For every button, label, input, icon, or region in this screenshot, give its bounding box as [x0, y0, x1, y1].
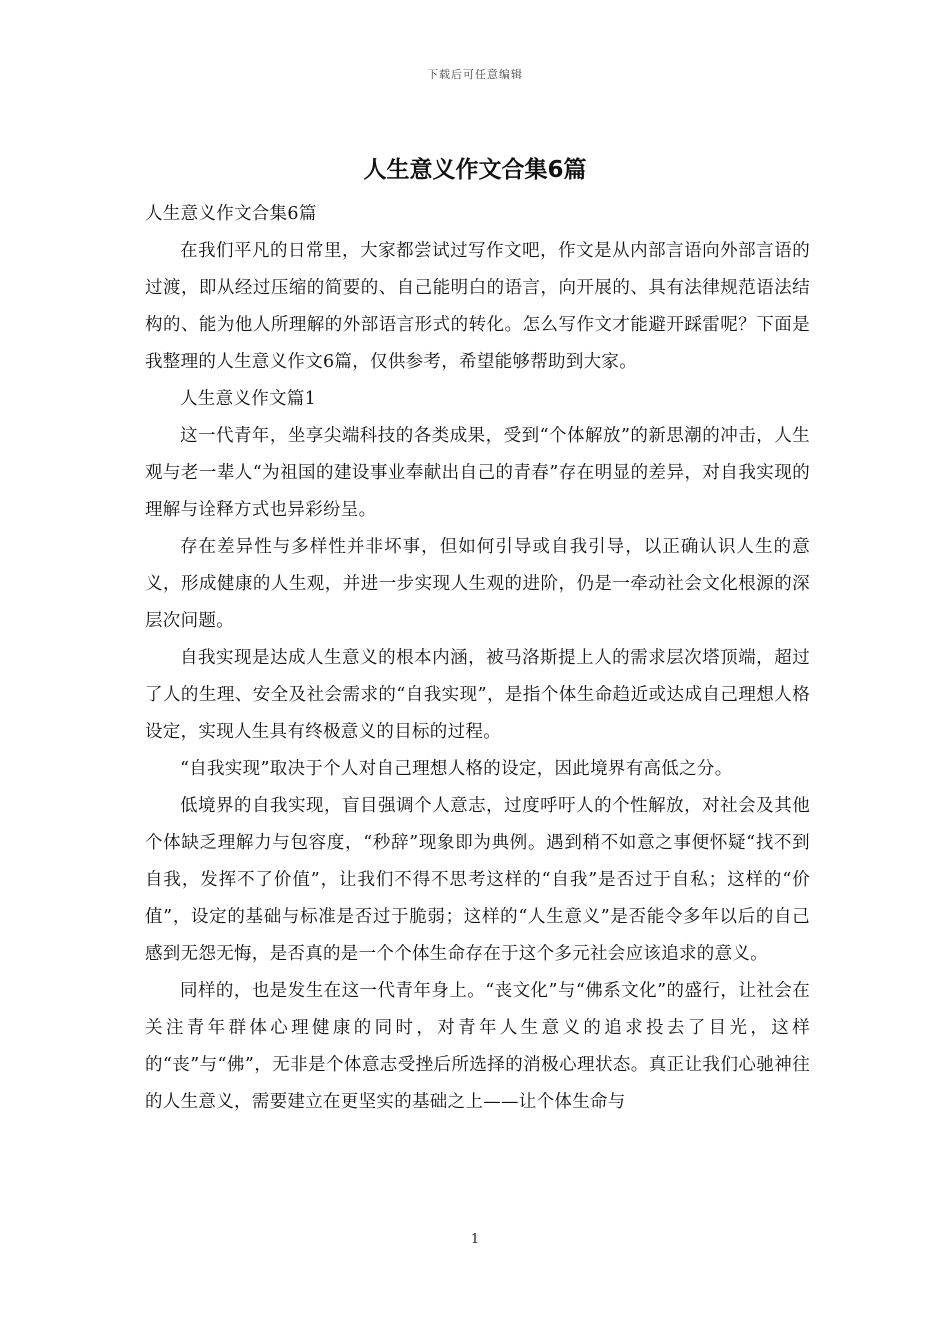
body-paragraph: 这一代青年，坐享尖端科技的各类成果，受到“个体解放”的新思潮的冲击，人生观与老一辈人“为祖国的建设事业奉献出自己的青春”存在明显的差异，对自我实现的理解与诠释方式也异彩纷呈。	[145, 426, 810, 520]
document-body	[145, 196, 810, 1121]
page-header: 下载后可任意编辑	[427, 68, 523, 81]
page-number: 1	[470, 1232, 480, 1247]
intro-paragraph: 在我们平凡的日常里，大家都尝试过写作文吧，作文是从内部言语向外部言语的过渡，即从经过压缩的简要的、自己能明白的语言，向开展的、具有法律规范语法结构的、能为他人所理解的外部语言形式的转化。怎么写作文才能避开踩雷呢？下面是我整理的人生意义作文6篇，仅供参考，希望能够帮助到大家。	[145, 241, 810, 372]
body-paragraph: 自我实现是达成人生意义的根本内涵，被马洛斯提上人的需求层次塔顶端，超过了人的生理、安全及社会需求的“自我实现”，是指个体生命趋近或达成自己理想人格设定，实现人生具有终极意义的目标的过程。	[145, 648, 810, 742]
subtitle-line: 人生意义作文合集6篇	[145, 204, 317, 224]
document-title: 人生意义作文合集6篇	[363, 157, 587, 183]
body-paragraph: “自我实现”取决于个人对自己理想人格的设定，因此境界有高低之分。	[180, 759, 733, 779]
body-paragraph: 低境界的自我实现，盲目强调个人意志，过度呼吁人的个性解放，对社会及其他个体缺乏理解力与包容度，“秒辞”现象即为典例。遇到稍不如意之事便怀疑“找不到自我，发挥不了价值”，让我们不得不思考这样的“自我”是否过于自私；这样的“价值”，设定的基础与标准是否过于脆弱；这样的“人生意义”是否能令多年以后的自己感到无怨无悔，是否真的是一个个体生命存在于这个多元社会应该追求的意义。	[145, 796, 810, 964]
body-paragraph: 存在差异性与多样性并非坏事，但如何引导或自我引导，以正确认识人生的意义，形成健康的人生观，并进一步实现人生观的进阶，仍是一牵动社会文化根源的深层次问题。	[145, 537, 810, 631]
body-paragraph: 同样的，也是发生在这一代青年身上。“丧文化”与“佛系文化”的盛行，让社会在关注青年群体心理健康的同时，对青年人生意义的追求投去了目光，这样的“丧”与“佛”，无非是个体意志受挫后所选择的消极心理状态。真正让我们心驰神往的人生意义，需要建立在更坚实的基础之上——让个体生命与	[145, 981, 810, 1112]
section-heading: 人生意义作文篇1	[180, 389, 317, 409]
